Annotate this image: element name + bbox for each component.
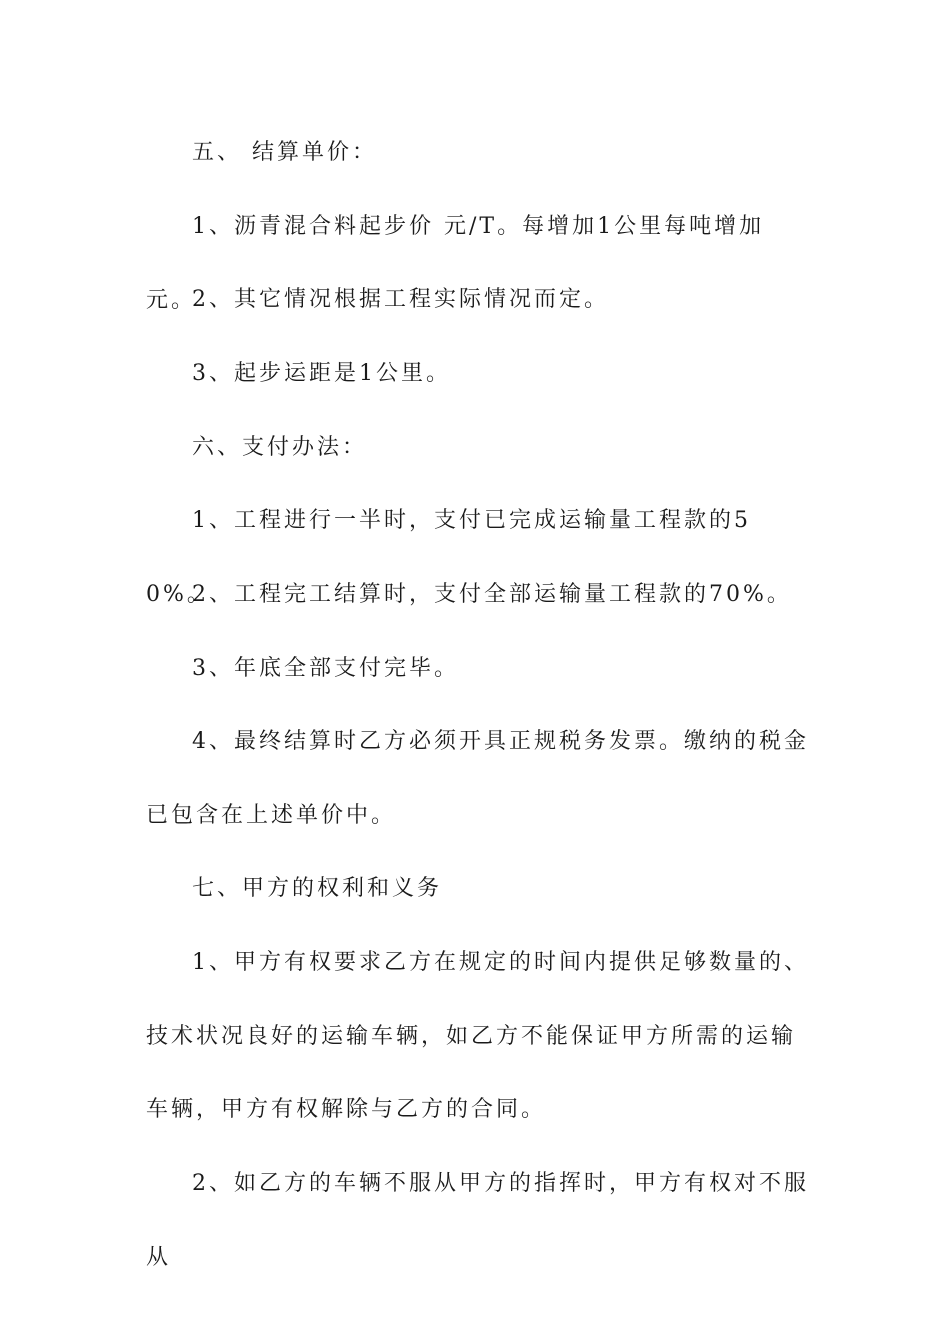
- section-heading-payment-method: 六、支付办法：: [192, 435, 368, 460]
- section-heading-settlement-price: 五、 结算单价：: [192, 140, 377, 165]
- paragraph-other-conditions: 2、其它情况根据工程实际情况而定。: [192, 287, 609, 312]
- paragraph-payment-half: 1、工程进行一半时，支付已完成运输量工程款的50%。: [146, 508, 751, 607]
- paragraph-tax-invoice: 4、最终结算时乙方必须开具正规税务发票。缴纳的税金已包含在上述单价中。: [146, 729, 809, 828]
- paragraph-payment-completion: 2、工程完工结算时，支付全部运输量工程款的70%。: [192, 582, 792, 607]
- paragraph-party-a-right-2: 2、如乙方的车辆不服从甲方的指挥时，甲方有权对不服从: [146, 1171, 809, 1270]
- section-heading-party-a-rights: 七、甲方的权利和义务: [192, 876, 443, 901]
- paragraph-asphalt-starting-price: 1、沥青混合料起步价 元/T。每增加1公里每吨增加 元。: [146, 214, 765, 313]
- paragraph-starting-distance: 3、起步运距是1公里。: [192, 361, 451, 386]
- paragraph-payment-year-end: 3、年底全部支付完毕。: [192, 656, 459, 681]
- paragraph-party-a-right-1: 1、甲方有权要求乙方在规定的时间内提供足够数量的、技术状况良好的运输车辆，如乙方不能保证甲方所需的运输车辆，甲方有权解除与乙方的合同。: [146, 950, 809, 1122]
